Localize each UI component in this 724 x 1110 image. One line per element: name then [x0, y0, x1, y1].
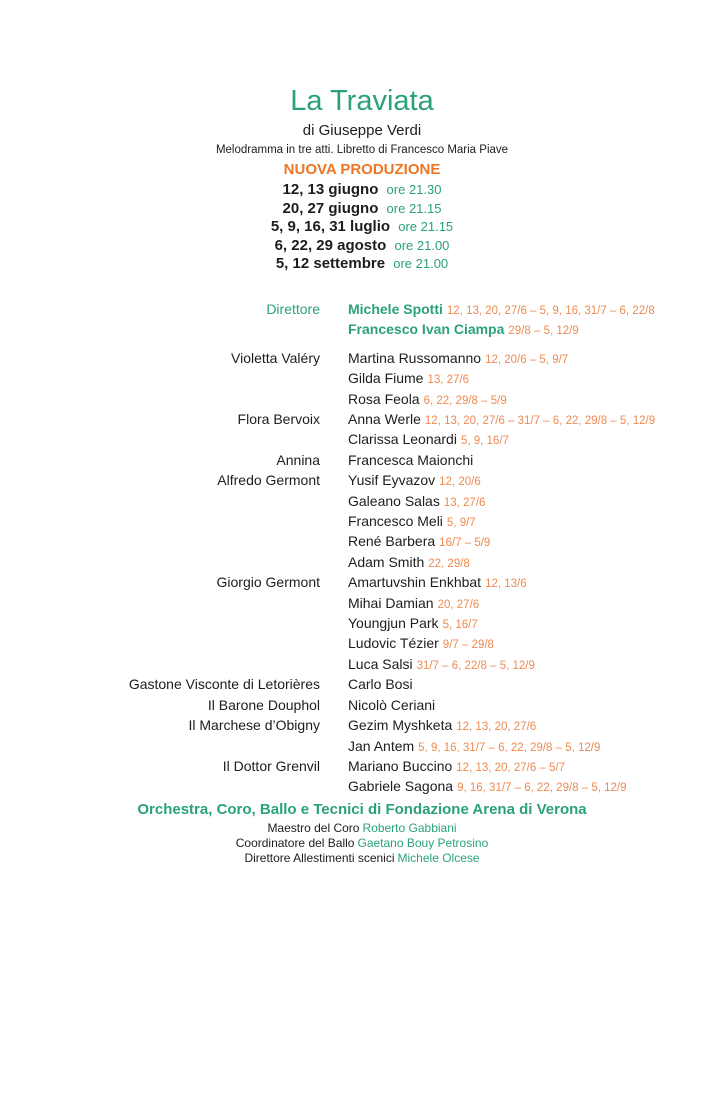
schedule-time: ore 21.30	[386, 182, 442, 197]
performance-dates: 9, 16, 31/7 – 6, 22, 29/8 – 5, 12/9	[457, 782, 627, 795]
performer-cell	[348, 390, 724, 410]
performer-cell	[348, 471, 724, 491]
performer-cell	[348, 512, 724, 532]
program-footer	[0, 802, 724, 867]
performance-dates: 13, 27/6	[427, 374, 470, 387]
cast-row	[0, 492, 724, 512]
performer-cell	[348, 737, 724, 757]
performer-cell	[348, 614, 724, 634]
performance-dates: 5, 9, 16/7	[460, 435, 509, 448]
performance-dates: 12, 13/6	[485, 578, 527, 591]
cast-row	[0, 471, 724, 491]
performer-name: Rosa Feola	[348, 390, 420, 407]
performer-name: Luca Salsi	[348, 655, 413, 672]
schedule-dates: 5, 12 settembre	[275, 255, 386, 273]
performer-name: Nicolò Ceriani	[348, 696, 436, 713]
schedule-time: ore 21.15	[386, 200, 442, 216]
performer-name: Gabriele Sagona	[348, 778, 454, 795]
role-label: Giorgio Germont	[216, 574, 320, 591]
credit-label: Maestro del Coro	[267, 820, 360, 835]
performer-name: Francesco Ivan Ciampa	[348, 321, 505, 338]
performer-cell	[348, 320, 724, 340]
performer-cell	[348, 777, 724, 797]
cast-row	[0, 512, 724, 532]
schedule-dates: 20, 27 giugno	[282, 199, 379, 217]
performer-name: Martina Russomanno	[348, 349, 482, 366]
work-description: Melodramma in tre atti. Libretto di Francesco Maria Piave	[215, 144, 509, 156]
cast-row	[0, 349, 724, 369]
schedule-dates: 5, 9, 16, 31 luglio	[270, 218, 391, 236]
performer-name: Carlo Bosi	[348, 676, 413, 693]
footer-credits	[0, 821, 724, 867]
credit-label: Direttore Allestimenti scenici	[244, 851, 395, 866]
performer-name: Amartuvshin Enkhbat	[348, 574, 482, 591]
performer-name: Ludovic Tézier	[348, 635, 439, 652]
cast-row	[0, 716, 724, 736]
composer-line: di Giuseppe Verdi	[302, 122, 422, 139]
cast-row	[0, 430, 724, 450]
production-label: NUOVA PRODUZIONE	[283, 161, 441, 178]
cast-row	[0, 410, 724, 430]
cast-row	[0, 696, 724, 716]
credit-line	[0, 836, 724, 851]
cast-row	[0, 757, 724, 777]
performer-cell	[348, 696, 724, 716]
role-label: Il Barone Douphol	[207, 696, 320, 713]
schedule-line	[0, 237, 724, 256]
performer-cell	[348, 300, 724, 320]
cast-row	[0, 655, 724, 675]
performer-name: Anna Werle	[348, 411, 421, 427]
performer-name: Clarissa Leonardi	[348, 431, 457, 448]
performance-dates: 13, 27/6	[443, 496, 486, 509]
credit-name: Michele Olcese	[397, 851, 480, 866]
cast-row	[0, 634, 724, 654]
performer-name: Adam Smith	[348, 553, 425, 570]
performer-name: Michele Spotti	[348, 300, 443, 317]
performer-cell	[348, 634, 724, 654]
cast-row	[0, 777, 724, 797]
performance-dates: 9/7 – 29/8	[442, 639, 494, 652]
performer-name: Galeano Salas	[348, 492, 440, 509]
performance-dates: 12, 13, 20, 27/6 – 5/7	[456, 761, 565, 774]
role-label: Annina	[276, 451, 320, 468]
schedule-line	[0, 200, 724, 219]
performer-cell	[348, 369, 724, 389]
credit-line	[0, 851, 724, 866]
schedule-dates: 6, 22, 29 agosto	[274, 236, 387, 254]
performer-cell	[348, 430, 724, 450]
role-label: Gastone Visconte di Letorières	[128, 676, 320, 693]
performer-name: René Barbera	[348, 533, 436, 550]
performer-cell	[348, 594, 724, 614]
cast-row	[0, 451, 724, 471]
role-label: Flora Bervoix	[237, 411, 320, 427]
performer-cell	[348, 349, 724, 369]
performer-name: Jan Antem	[348, 737, 415, 754]
performer-name: Yusif Eyvazov	[348, 472, 436, 489]
role-label: Alfredo Germont	[217, 472, 320, 489]
cast-row	[0, 390, 724, 410]
credit-name: Roberto Gabbiani	[362, 820, 457, 835]
schedule-time: ore 21.00	[394, 237, 450, 253]
performance-dates: 20, 27/6	[437, 598, 480, 611]
credit-line	[0, 821, 724, 836]
performance-dates: 5, 9/7	[446, 517, 476, 530]
performer-cell	[348, 675, 724, 695]
performer-cell	[348, 757, 724, 777]
cast-row	[0, 594, 724, 614]
program-page	[0, 86, 724, 1110]
program-header	[0, 86, 724, 274]
performer-cell	[348, 573, 724, 593]
cast-row	[0, 369, 724, 389]
performer-name: Francesco Meli	[348, 513, 443, 530]
performer-cell	[348, 492, 724, 512]
page-title: La Traviata	[290, 85, 434, 117]
schedule-line	[0, 255, 724, 274]
performance-dates: 12, 13, 20, 27/6 – 31/7 – 6, 22, 29/8 – 5, 12/9	[424, 415, 656, 427]
role-label: Direttore	[266, 300, 320, 317]
performer-name: Youngjun Park	[348, 615, 439, 632]
direction-row	[0, 320, 724, 340]
performer-cell	[348, 410, 724, 430]
performer-name: Mihai Damian	[348, 594, 434, 611]
schedule-line	[0, 181, 724, 200]
performer-cell	[348, 553, 724, 573]
performance-dates: 16/7 – 5/9	[439, 537, 491, 550]
credit-name: Gaetano Bouy Petrosino	[357, 835, 489, 850]
performance-dates: 12, 13, 20, 27/6	[456, 721, 537, 734]
performance-dates: 12, 20/6	[439, 476, 481, 489]
performance-dates: 6, 22, 29/8 – 5/9	[423, 394, 507, 407]
cast-row	[0, 737, 724, 757]
cast-row	[0, 614, 724, 634]
performer-cell	[348, 716, 724, 736]
cast-rows	[0, 349, 724, 798]
role-label: Il Dottor Grenvil	[222, 757, 320, 774]
cast-row	[0, 532, 724, 552]
performance-dates: 12, 20/6 – 5, 9/7	[485, 353, 569, 366]
schedule-time: ore 21.00	[393, 256, 449, 272]
schedule-dates: 12, 13 giugno	[282, 181, 379, 198]
performer-cell	[348, 451, 724, 471]
cast-row	[0, 573, 724, 593]
schedule-time: ore 21.15	[398, 219, 454, 235]
performance-dates: 12, 13, 20, 27/6 – 5, 9, 16, 31/7 – 6, 22/8	[446, 304, 655, 317]
performer-cell	[348, 655, 724, 675]
schedule-line	[0, 218, 724, 237]
performer-name: Gezim Myshketa	[348, 717, 453, 734]
direction-row	[0, 300, 724, 320]
performance-dates: 22, 29/8	[428, 557, 470, 570]
performance-dates: 31/7 – 6, 22/8 – 5, 12/9	[416, 659, 535, 672]
performance-dates: 5, 16/7	[442, 619, 478, 632]
cast-row	[0, 553, 724, 573]
footer-heading: Orchestra, Coro, Ballo e Tecnici di Fondazione Arena di Verona	[137, 800, 587, 818]
performer-name: Mariano Buccino	[348, 757, 453, 774]
credit-label: Coordinatore del Ballo	[235, 835, 355, 850]
cast-row	[0, 675, 724, 695]
performance-dates: 5, 9, 16, 31/7 – 6, 22, 29/8 – 5, 12/9	[418, 741, 601, 754]
role-label: Il Marchese d’Obigny	[188, 717, 320, 734]
direction-rows	[0, 300, 724, 341]
cast-section	[0, 300, 724, 798]
role-label: Violetta Valéry	[231, 349, 320, 366]
performance-dates: 29/8 – 5, 12/9	[508, 325, 579, 338]
performer-name: Gilda Fiume	[348, 370, 424, 387]
performance-schedule	[0, 181, 724, 274]
performer-cell	[348, 532, 724, 552]
performer-name: Francesca Maionchi	[348, 451, 474, 468]
